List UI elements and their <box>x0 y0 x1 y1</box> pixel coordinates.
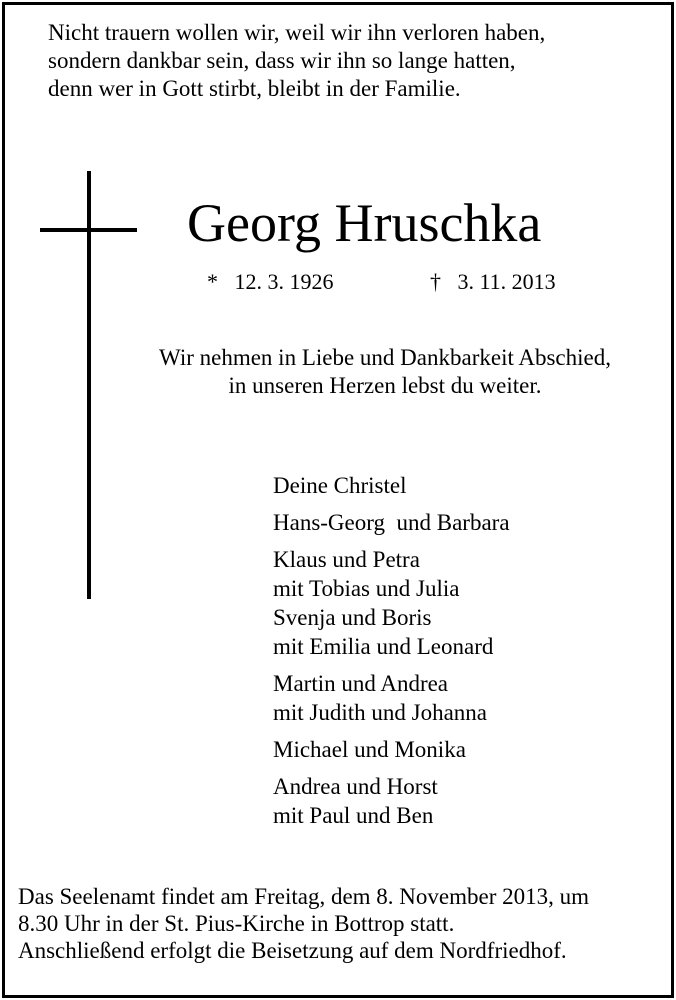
mourner-group <box>273 471 510 500</box>
cross-vertical-bar <box>87 171 91 599</box>
mourner-group <box>273 508 510 537</box>
farewell-line: Wir nehmen in Liebe und Dankbarkeit Abschied, <box>159 345 611 370</box>
quote-line: denn wer in Gott stirbt, bleibt in der Familie. <box>48 76 461 101</box>
death-date: † 3. 11. 2013 <box>430 269 556 294</box>
mourner-line: mit Paul und Ben <box>273 803 434 828</box>
mourner-line: Svenja und Boris <box>273 605 432 630</box>
mourner-group <box>273 545 510 661</box>
mourner-line: Martin und Andrea <box>273 671 449 696</box>
mourner-group <box>273 669 510 727</box>
farewell-text <box>110 344 660 400</box>
mourner-line: mit Emilia und Leonard <box>273 634 494 659</box>
mourner-line: Andrea und Horst <box>273 774 438 799</box>
cross-horizontal-bar <box>40 228 137 232</box>
mourner-line: Deine Christel <box>273 473 407 498</box>
mourner-group <box>273 772 510 830</box>
quote-line: Nicht trauern wollen wir, weil wir ihn verloren haben, <box>48 20 546 45</box>
service-line: Anschließend erfolgt die Beisetzung auf dem Nordfriedhof. <box>18 938 567 963</box>
mourners-list <box>273 471 510 838</box>
farewell-line: in unseren Herzen lebst du weiter. <box>228 373 542 398</box>
service-line: 8.30 Uhr in der St. Pius-Kirche in Bottrop statt. <box>18 911 455 936</box>
mourner-line: mit Tobias und Julia <box>273 576 460 601</box>
service-notice <box>18 883 658 964</box>
deceased-name: Georg Hruschka <box>187 193 542 253</box>
quote-line: sondern dankbar sein, dass wir ihn so lange hatten, <box>48 48 516 73</box>
mourner-line: mit Judith und Johanna <box>273 700 488 725</box>
mourner-line: Klaus und Petra <box>273 547 420 572</box>
mourner-group <box>273 735 510 764</box>
opening-quote <box>48 19 648 103</box>
mourner-line: Michael und Monika <box>273 737 466 762</box>
service-line: Das Seelenamt findet am Freitag, dem 8. November 2013, um <box>18 884 590 909</box>
birth-date: * 12. 3. 1926 <box>207 269 334 294</box>
mourner-line: Hans-Georg und Barbara <box>273 510 510 535</box>
